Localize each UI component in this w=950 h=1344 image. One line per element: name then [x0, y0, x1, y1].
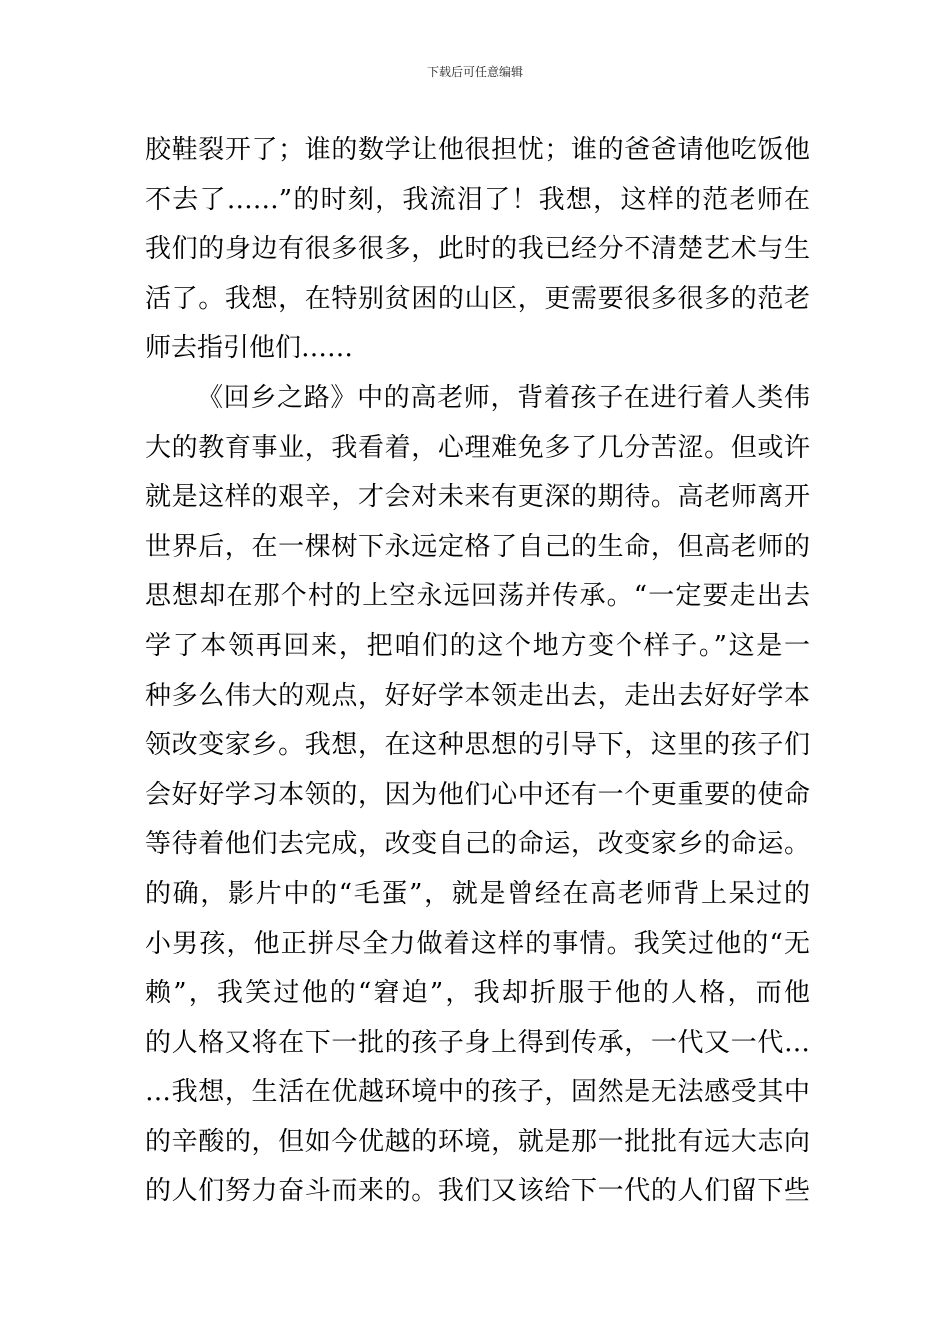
page-header: 下载后可任意编辑 [426, 65, 523, 79]
text-line: 小男孩，他正拼尽全力做着这样的事情。我笑过他的“无 [145, 928, 810, 959]
text-line: 学了本领再回来，把咱们的这个地方变个样子。”这是一 [145, 630, 810, 661]
text-line: 就是这样的艰辛，才会对未来有更深的期待。高老师离开 [145, 482, 810, 513]
text-line: 不去了……”的时刻，我流泪了！我想，这样的范老师在 [145, 184, 810, 215]
text-line: 的确，影片中的“毛蛋”，就是曾经在高老师背上呆过的 [145, 878, 810, 909]
text-line: 会好好学习本领的，因为他们心中还有一个更重要的使命 [145, 779, 810, 810]
text-line: 思想却在那个村的上空永远回荡并传承。“一定要走出去 [145, 581, 810, 612]
text-line: 胶鞋裂开了；谁的数学让他很担忧；谁的爸爸请他吃饭他 [145, 135, 810, 165]
text-line: 活了。我想，在特别贫困的山区，更需要很多很多的范老 [145, 283, 810, 314]
text-line: 领改变家乡。我想，在这种思想的引导下，这里的孩子们 [145, 730, 810, 761]
text-line: 大的教育事业，我看着，心理难免多了几分苦涩。但或许 [145, 432, 810, 463]
text-line: 《回乡之路》中的高老师，背着孩子在进行着人类伟 [197, 382, 810, 413]
text-line: 的人们努力奋斗而来的。我们又该给下一代的人们留下些 [145, 1176, 810, 1207]
text-line: 师去指引他们…… [145, 333, 354, 364]
document-body [145, 126, 810, 1217]
text-line: 的辛酸的，但如今优越的环境，就是那一批批有远大志向 [145, 1126, 810, 1157]
text-line: 我们的身边有很多很多，此时的我已经分不清楚艺术与生 [145, 234, 810, 265]
text-line: 世界后，在一棵树下永远定格了自己的生命，但高老师的 [145, 531, 810, 562]
text-line: 种多么伟大的观点，好好学本领走出去，走出去好好学本 [145, 680, 810, 711]
text-line: 赖”，我笑过他的“窘迫”，我却折服于他的人格，而他 [145, 978, 810, 1009]
text-line: 的人格又将在下一批的孩子身上得到传承，一代又一代… [145, 1027, 810, 1058]
text-line: …我想，生活在优越环境中的孩子，固然是无法感受其中 [145, 1077, 810, 1108]
text-line: 等待着他们去完成，改变自己的命运，改变家乡的命运。 [145, 829, 810, 860]
